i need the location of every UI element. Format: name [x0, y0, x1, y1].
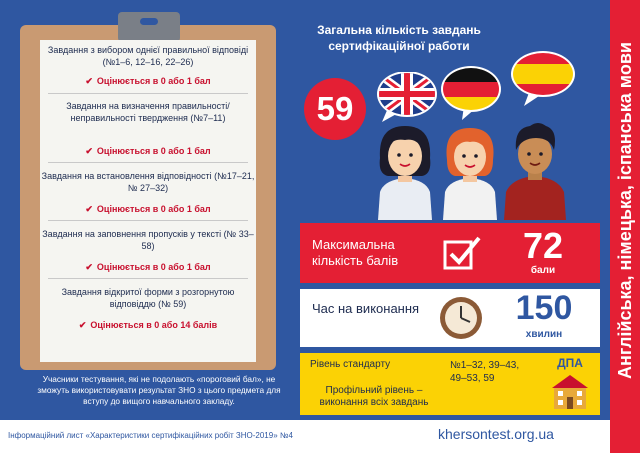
max-score-card: [300, 223, 600, 283]
task-score-2: ✔ Оцінюється в 0 або 1 бал: [85, 146, 211, 156]
time-unit: хвилин: [525, 329, 563, 340]
standard-level-label: Рівень стандарту: [310, 359, 391, 370]
checkbox-icon: [442, 234, 482, 272]
check-icon: ✔: [85, 76, 93, 86]
task-type-2: Завдання на визначення правильності/неправильності твердження (№7–11): [66, 101, 230, 123]
uk-flag-icon: [376, 72, 438, 124]
max-score-label: Максимальна кількість балів: [312, 237, 399, 268]
task-type-1: Завдання з вибором однієї правильної відповіді (№1–6, 12–16, 22–26): [47, 45, 249, 67]
check-icon: ✔: [85, 262, 93, 272]
profile-level-label: Профільний рівень – виконання всіх завдань: [319, 385, 429, 408]
school-icon: [550, 371, 590, 411]
divider: [48, 93, 248, 94]
time-label: Час на виконання: [312, 301, 420, 316]
footer-website[interactable]: khersontest.org.ua: [438, 426, 554, 442]
total-tasks-heading: Загальна кількість завдань сертифікаційної работи: [317, 23, 481, 53]
divider: [48, 220, 248, 221]
task-score-5: ✔ Оцінюється в 0 або 14 балів: [78, 320, 218, 330]
max-score-value: 72: [522, 225, 564, 266]
standard-level-tasks: №1–32, 39–43, 49–53, 59: [450, 360, 520, 384]
divider: [48, 162, 248, 163]
time-card: [300, 289, 600, 347]
side-title: Англійська, німецька, іспанська мови: [614, 41, 635, 379]
germany-flag-icon: [440, 66, 502, 120]
student-boy-icon: [500, 118, 570, 220]
clipboard-sheet: [40, 40, 256, 362]
task-score-3: ✔ Оцінюється в 0 або 1 бал: [85, 204, 211, 214]
dpa-badge: ДПА: [557, 356, 583, 370]
clock-icon: [438, 295, 484, 341]
total-tasks-value: 59: [304, 78, 366, 140]
check-icon: ✔: [85, 146, 93, 156]
task-score-1: ✔ Оцінюється в 0 або 1 бал: [85, 76, 211, 86]
check-icon: ✔: [85, 204, 93, 214]
student-redhead-icon: [437, 122, 503, 220]
levels-card: [300, 353, 600, 415]
task-type-3: Завдання на встановлення відповідності (№17–21, № 27–32): [41, 171, 255, 193]
student-girl-icon: [372, 122, 438, 220]
check-icon: ✔: [78, 320, 87, 330]
max-score-unit: бали: [530, 265, 556, 276]
divider: [48, 278, 248, 279]
time-value: 150: [515, 289, 573, 327]
spain-flag-icon: [510, 50, 576, 106]
task-type-4: Завдання на заповнення пропусків у тексті (№ 33–58): [42, 229, 254, 251]
footer-source: Інформаційний лист «Характеристики сертифікаційних робіт ЗНО-2019» №4: [8, 431, 293, 440]
task-type-5: Завдання відкритої форми з розгорнутою відповіддю (№ 59): [61, 287, 235, 309]
threshold-note: Учасники тестування, які не подолають «пороговий бал», не зможуть використовувати результат ЗНО з цього предмета для вступу до вищого навчального закладу.: [37, 374, 281, 406]
task-score-4: ✔ Оцінюється в 0 або 1 бал: [85, 262, 211, 272]
clipboard-clip: [118, 12, 180, 42]
